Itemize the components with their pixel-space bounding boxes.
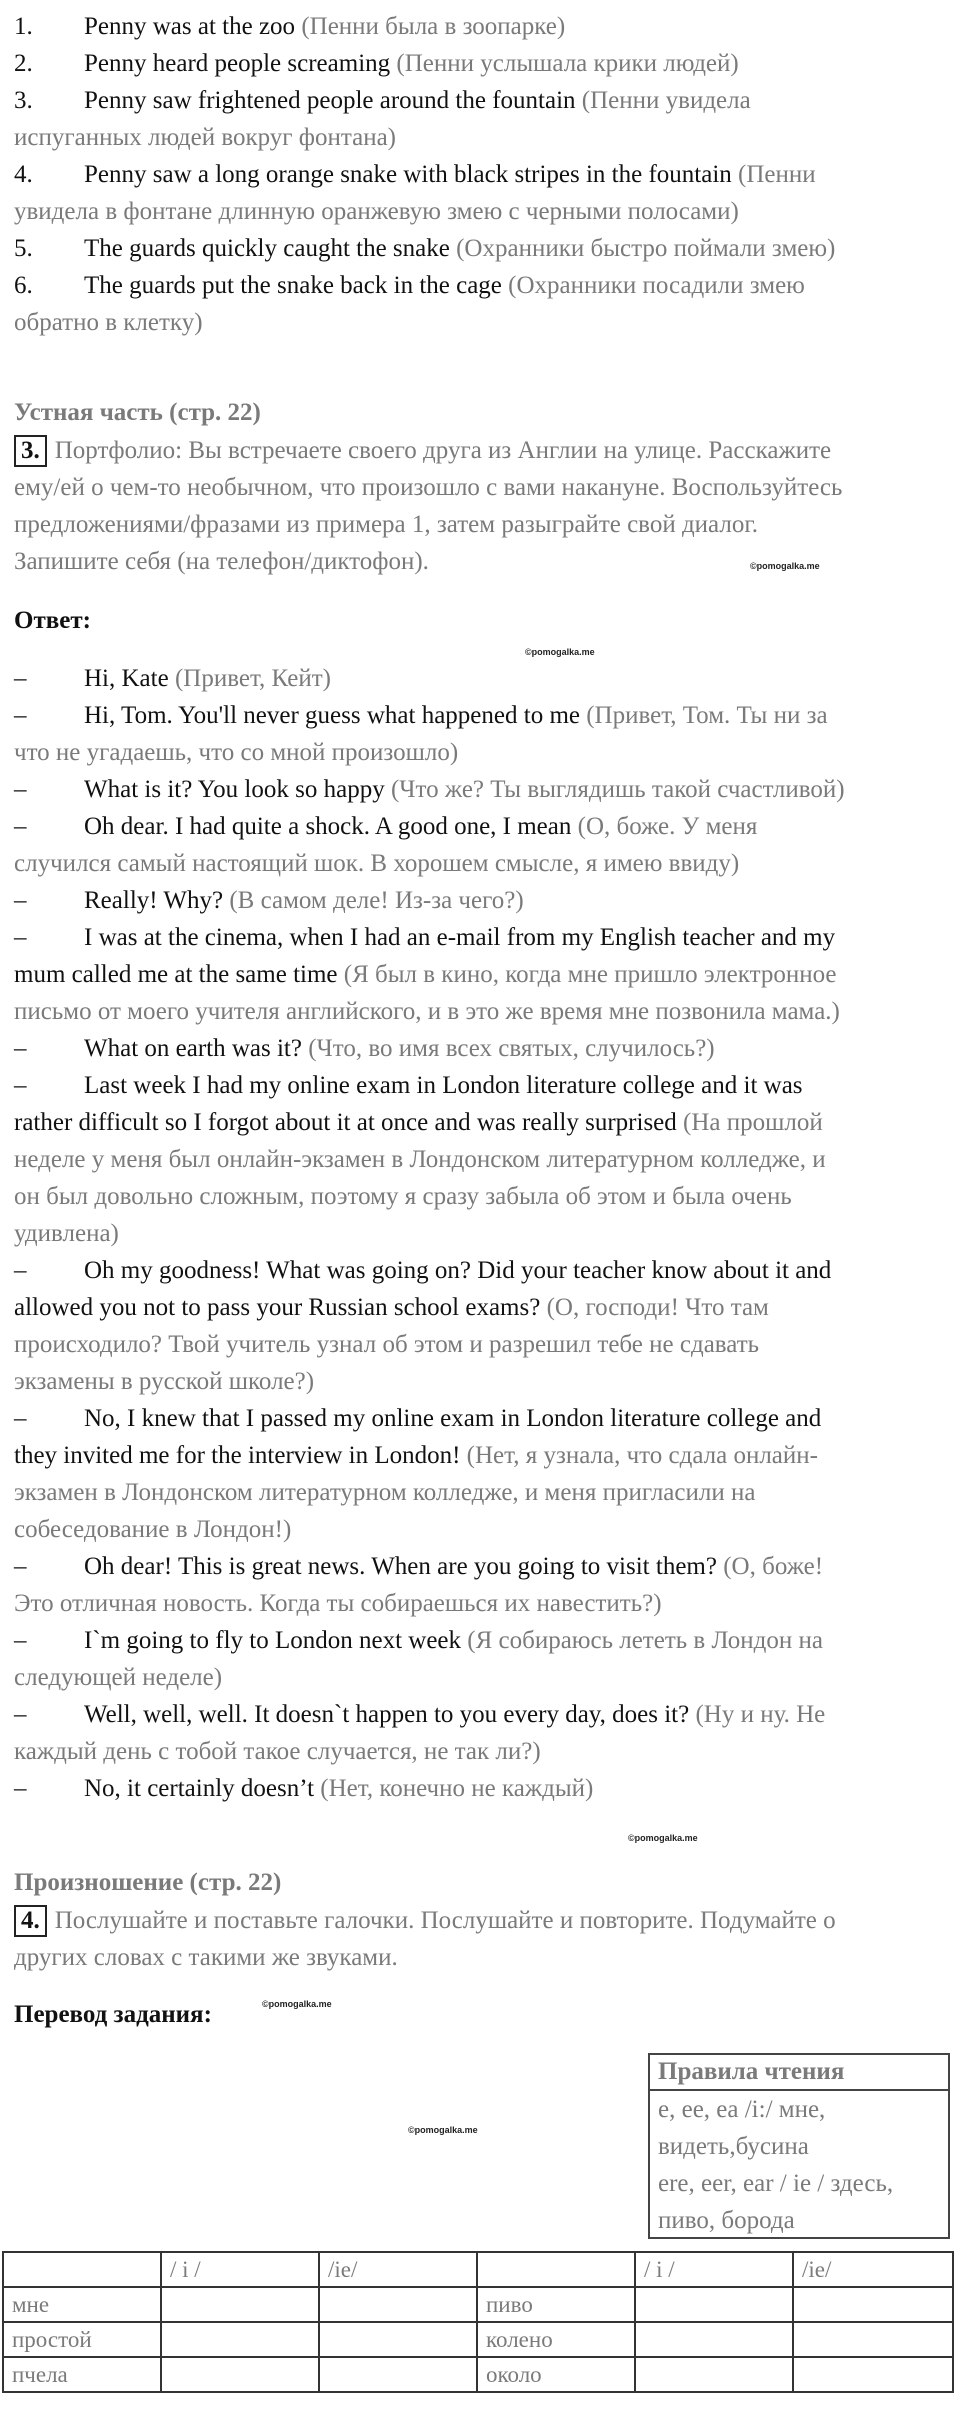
word-cell: простой <box>3 2322 161 2357</box>
reading-rule-line: ere, eer, ear / ie / здесь, <box>658 2170 894 2197</box>
answer-label: Ответ: <box>14 607 91 634</box>
checkbox-cell[interactable] <box>319 2322 477 2357</box>
dialogue-line: – What on earth was it? (Что, во имя всех святых, случилось?) <box>14 1035 715 1062</box>
checkbox-cell[interactable] <box>161 2357 319 2392</box>
watermark: ©pomogalka.me <box>628 1833 698 1843</box>
list-item-continuation: испуганных людей вокруг фонтана) <box>14 124 396 151</box>
dialogue-line: – Well, well, well. It doesn`t happen to you every day, does it? (Ну и ну. Не <box>14 1701 826 1728</box>
checkbox-cell[interactable] <box>635 2322 793 2357</box>
word-cell: мне <box>3 2287 161 2322</box>
reading-rules-title: Правила чтения <box>650 2055 948 2091</box>
sound-table <box>2 2251 954 2393</box>
checkbox-cell[interactable] <box>161 2322 319 2357</box>
checkbox-cell[interactable] <box>319 2357 477 2392</box>
watermark: ©pomogalka.me <box>262 1999 332 2009</box>
table-row <box>3 2357 953 2392</box>
dialogue-line: – Oh dear! This is great news. When are you going to visit them? (О, боже! <box>14 1553 824 1580</box>
list-item: 2. Penny heard people screaming (Пенни услышала крики людей) <box>14 50 739 77</box>
word-cell: колено <box>477 2322 635 2357</box>
word-cell: около <box>477 2357 635 2392</box>
dialogue-line: – I`m going to fly to London next week (Я собираюсь лететь в Лондон на <box>14 1627 823 1654</box>
reading-rule-line: пиво, борода <box>658 2207 795 2234</box>
task-number-box: 4. <box>14 1905 47 1937</box>
dialogue-line: – No, I knew that I passed my online exam in London literature college and <box>14 1405 822 1432</box>
dialogue-line: – I was at the cinema, when I had an e-mail from my English teacher and my <box>14 924 836 951</box>
table-row <box>3 2322 953 2357</box>
column-header-ie: /ie/ <box>793 2252 953 2287</box>
story-points-list <box>14 8 949 341</box>
column-header-i: / i / <box>161 2252 319 2287</box>
dialogue-line: – What is it? You look so happy (Что же? Ты выглядишь такой счастливой) <box>14 776 845 803</box>
dialogue-line: – Hi, Tom. You'll never guess what happened to me (Привет, Том. Ты ни за <box>14 702 828 729</box>
dialogue-line: – No, it certainly doesn’t (Нет, конечно не каждый) <box>14 1775 594 1802</box>
checkbox-cell[interactable] <box>793 2322 953 2357</box>
table-cell <box>477 2252 635 2287</box>
list-item: 6. The guards put the snake back in the cage (Охранники посадили змею <box>14 272 805 299</box>
oral-section-heading: Устная часть (стр. 22) <box>14 399 261 426</box>
translation-label: Перевод задания: <box>14 2001 212 2028</box>
checkbox-cell[interactable] <box>793 2357 953 2392</box>
reading-rule-line: видеть,бусина <box>658 2133 809 2160</box>
pronunciation-heading: Произношение (стр. 22) <box>14 1869 282 1896</box>
checkbox-cell[interactable] <box>635 2357 793 2392</box>
table-row <box>3 2287 953 2322</box>
column-header-i: / i / <box>635 2252 793 2287</box>
dialogue-line: – Oh dear. I had quite a shock. A good one, I mean (О, боже. У меня <box>14 813 758 840</box>
list-item: 4. Penny saw a long orange snake with black stripes in the fountain (Пенни <box>14 161 816 188</box>
oral-task: 3. Портфолио: Вы встречаете своего друга из Англии на улице. Расскажите ему/ей о чем-то необычном, что произошло с вами накануне. Воспользуйтесь предложениями/фразами из примера 1, затем разыграйте свой диалог. Запишите себя (на телефон/диктофон). <box>14 437 843 575</box>
dialogue: – Hi, Kate (Привет, Кейт) – Hi, Tom. You'll never guess what happened to me (Привет, Том. Ты ни за что не угадаешь, что со мной произошло) – What is it? You look so happy (Что же? Ты выглядишь такой счастливой) – Oh dear. I had quite a shock. A good one, I mean (О, боже. У меня случился самый настоящий шок. В хорошем смысле, я имею ввиду) – Really! Why? (В самом деле! Из-за чего?) – I was at the cinema, when I had an e-mail from my English teacher and my mum called me at the same time (Я был в кино, когда мне пришло электронное письмо от моего учителя английского, и в это же время мне позвонила мама.) – What on earth was it? (Что, во имя всех святых, случилось?) – Last week I had my online exam in London literature college and it was rather difficult so I forgot about it at once and was really surprised (На прошлой неделе у меня был онлайн-экзамен в Лондонском литературном колледже, и он был довольно сложным, поэтому я сразу забыла об этом и была очень удивлена) – Oh my goodness! What was going on? Did your teacher know about it and allowed you not to pass your Russian school exams? (О, господи! Что там происходило? Твой учитель узнал об этом и разрешил тебе не сдавать экзамены в русской школе?) – No, I knew that I passed my online exam in London literature college and they invited me for the interview in London! (Нет, я узнала, что сдала онлайн- экзамен в Лондонском литературном колледже, и меня пригласили на собеседование в Лондон!) – Oh dear! This is great news. When are you going to visit them? (О, боже! Это отличная новость. Когда ты собираешься их навестить?) – I`m going to fly to London next week (Я собираюсь лететь в Лондон на следующей неделе) – Well, well, well. It doesn`t happen to you every day, does it? (Ну и ну. Не каждый день с тобой такое случается, не так ли?) – No, it certainly doesn’t (Нет, конечно не каждый) <box>14 660 949 1807</box>
watermark: ©pomogalka.me <box>525 647 595 657</box>
task-number-box: 3. <box>14 435 47 467</box>
checkbox-cell[interactable] <box>793 2287 953 2322</box>
list-item: 5. The guards quickly caught the snake (Охранники быстро поймали змею) <box>14 235 836 262</box>
table-header-row <box>3 2252 953 2287</box>
dialogue-line: – Really! Why? (В самом деле! Из-за чего?) <box>14 887 524 914</box>
list-item-continuation: обратно в клетку) <box>14 309 203 336</box>
list-item-continuation: увидела в фонтане длинную оранжевую змею с черными полосами) <box>14 198 739 225</box>
reading-rule-line: e, ee, ea /i:/ мне, <box>658 2096 826 2123</box>
list-item: 1. Penny was at the zoo (Пенни была в зоопарке) <box>14 13 566 40</box>
reading-rules-box <box>648 2053 950 2239</box>
watermark: ©pomogalka.me <box>408 2125 478 2135</box>
dialogue-line: – Hi, Kate (Привет, Кейт) <box>14 665 331 692</box>
checkbox-cell[interactable] <box>161 2287 319 2322</box>
word-cell: пиво <box>477 2287 635 2322</box>
column-header-ie: /ie/ <box>319 2252 477 2287</box>
pronunciation-task: 4. Послушайте и поставьте галочки. Послушайте и повторите. Подумайте о других словах с такими же звуками. <box>14 1907 836 1971</box>
watermark: ©pomogalka.me <box>750 561 820 571</box>
dialogue-line: – Last week I had my online exam in London literature college and it was <box>14 1072 803 1099</box>
checkbox-cell[interactable] <box>319 2287 477 2322</box>
dialogue-line: – Oh my goodness! What was going on? Did your teacher know about it and <box>14 1257 832 1284</box>
checkbox-cell[interactable] <box>635 2287 793 2322</box>
list-item: 3. Penny saw frightened people around the fountain (Пенни увидела <box>14 87 751 114</box>
table-cell <box>3 2252 161 2287</box>
word-cell: пчела <box>3 2357 161 2392</box>
